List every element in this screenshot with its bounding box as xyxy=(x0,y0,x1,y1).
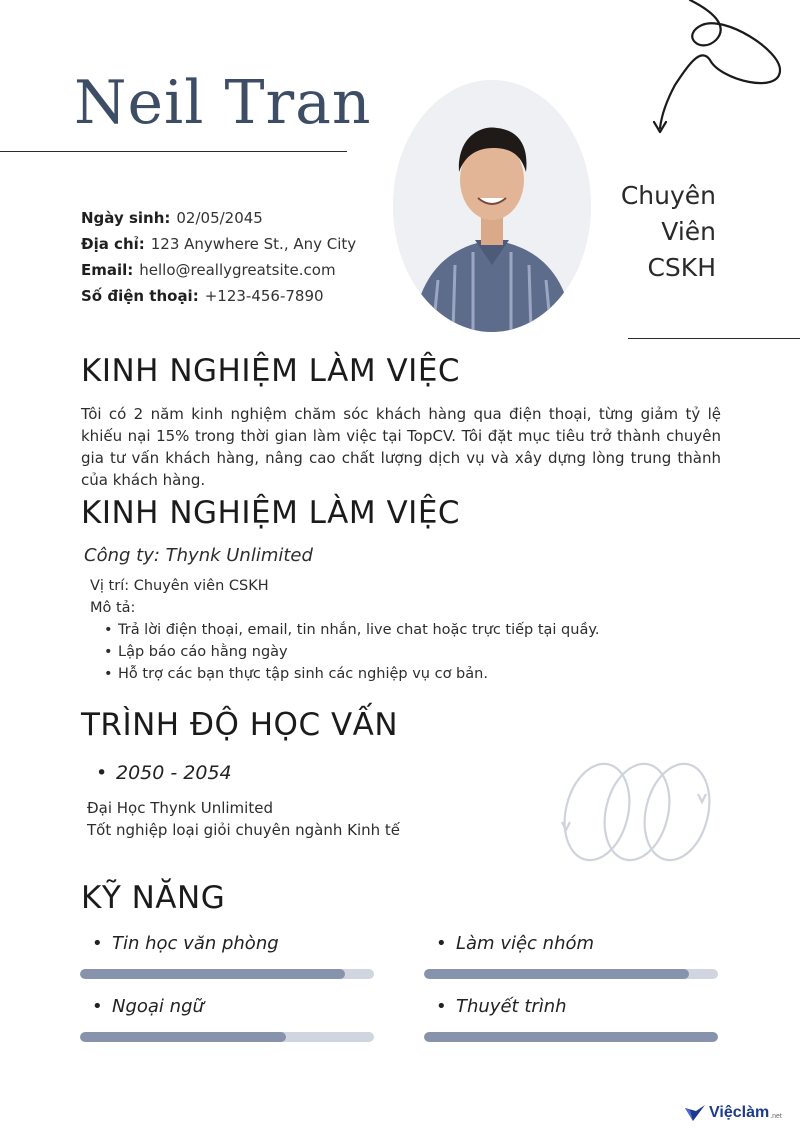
duty-item: • Trả lời điện thoại, email, tin nhắn, live chat hoặc trực tiếp tại quầy. xyxy=(104,619,599,641)
brand-logo[interactable] xyxy=(684,1104,782,1122)
skill-item xyxy=(424,933,718,979)
contact-row-dob xyxy=(81,205,356,231)
education-details xyxy=(87,797,400,841)
duty-item: • Hỗ trợ các bạn thực tập sinh các nghiệp vụ cơ bản. xyxy=(104,663,599,685)
job-title-line: CSKH xyxy=(647,253,716,282)
skill-bar-fill xyxy=(424,1032,718,1042)
education-period xyxy=(96,762,232,784)
skill-bar xyxy=(80,969,374,979)
contact-row-phone xyxy=(81,283,356,309)
duty-item: • Lập báo cáo hằng ngày xyxy=(104,641,599,663)
brand-name: Việclàm xyxy=(709,1104,770,1121)
swirl-arrow-decoration xyxy=(640,0,800,140)
skills-heading: KỸ NĂNG xyxy=(81,880,226,916)
bullet-icon: • xyxy=(96,762,108,784)
bullet-icon: • xyxy=(436,933,447,954)
contact-value: +123-456-7890 xyxy=(204,287,324,305)
skill-bar-fill xyxy=(80,969,345,979)
skill-name: Thuyết trình xyxy=(456,996,567,1017)
skill-bar xyxy=(424,969,718,979)
skill-name-row xyxy=(424,996,718,1024)
skill-bar-fill xyxy=(424,969,689,979)
contact-value: hello@reallygreatsite.com xyxy=(139,261,336,279)
contact-label: Số điện thoại: xyxy=(81,287,199,305)
contact-info xyxy=(81,205,356,309)
skill-name: Tin học văn phòng xyxy=(112,933,279,954)
job-title-line: Viên xyxy=(661,217,716,246)
education-period-text: 2050 - 2054 xyxy=(116,762,232,784)
summary-text: Tôi có 2 năm kinh nghiệm chăm sóc khách hàng qua điện thoại, từng giảm tỷ lệ khiếu nại 15% trong thời gian làm việc tại TopCV. Tôi đặt mục tiêu trở thành chuyên gia tư vấn khách hàng, nâng cao chất lượng dịch vụ và xây dựng lòng trung thành của khách hàng. xyxy=(81,405,721,489)
job-title xyxy=(576,178,716,286)
summary-heading: KINH NGHIỆM LÀM VIỆC xyxy=(81,353,461,389)
candidate-name: Neil Tran xyxy=(74,68,372,138)
job-position: Vị trí: Chuyên viên CSKH xyxy=(90,578,269,594)
skill-item xyxy=(424,996,718,1042)
contact-value: 02/05/2045 xyxy=(176,209,263,227)
skill-bar xyxy=(80,1032,374,1042)
skill-name: Làm việc nhóm xyxy=(456,933,595,954)
divider-right xyxy=(628,338,800,339)
job-title-line: Chuyên xyxy=(620,181,716,210)
contact-label: Email: xyxy=(81,261,134,279)
skill-item xyxy=(80,996,374,1042)
contact-row-email xyxy=(81,257,356,283)
divider-left xyxy=(0,151,347,152)
job-details xyxy=(90,575,599,685)
skill-bar-fill xyxy=(80,1032,286,1042)
bullet-icon: • xyxy=(436,996,447,1017)
checkmark-icon xyxy=(684,1104,706,1122)
contact-row-address xyxy=(81,231,356,257)
contact-value: 123 Anywhere St., Any City xyxy=(150,235,357,253)
experience-heading: KINH NGHIỆM LÀM VIỆC xyxy=(81,495,461,531)
bullet-icon: • xyxy=(92,933,103,954)
skill-name: Ngoại ngữ xyxy=(112,996,204,1017)
rings-decoration xyxy=(555,758,715,868)
brand-suffix: .net xyxy=(770,1113,782,1120)
degree-text: Tốt nghiệp loại giỏi chuyên ngành Kinh tế xyxy=(87,821,401,839)
company-name: Công ty: Thynk Unlimited xyxy=(84,545,313,566)
skill-name-row xyxy=(80,996,374,1024)
skill-name-row xyxy=(80,933,374,961)
education-heading: TRÌNH ĐỘ HỌC VẤN xyxy=(81,707,399,743)
school-name: Đại Học Thynk Unlimited xyxy=(87,799,273,817)
profile-photo xyxy=(393,80,591,332)
duty-list xyxy=(104,619,599,685)
skill-bar xyxy=(424,1032,718,1042)
skill-item xyxy=(80,933,374,979)
contact-label: Ngày sinh: xyxy=(81,209,171,227)
skill-name-row xyxy=(424,933,718,961)
contact-label: Địa chỉ: xyxy=(81,235,145,253)
bullet-icon: • xyxy=(92,996,103,1017)
job-description-label: Mô tả: xyxy=(90,600,136,616)
